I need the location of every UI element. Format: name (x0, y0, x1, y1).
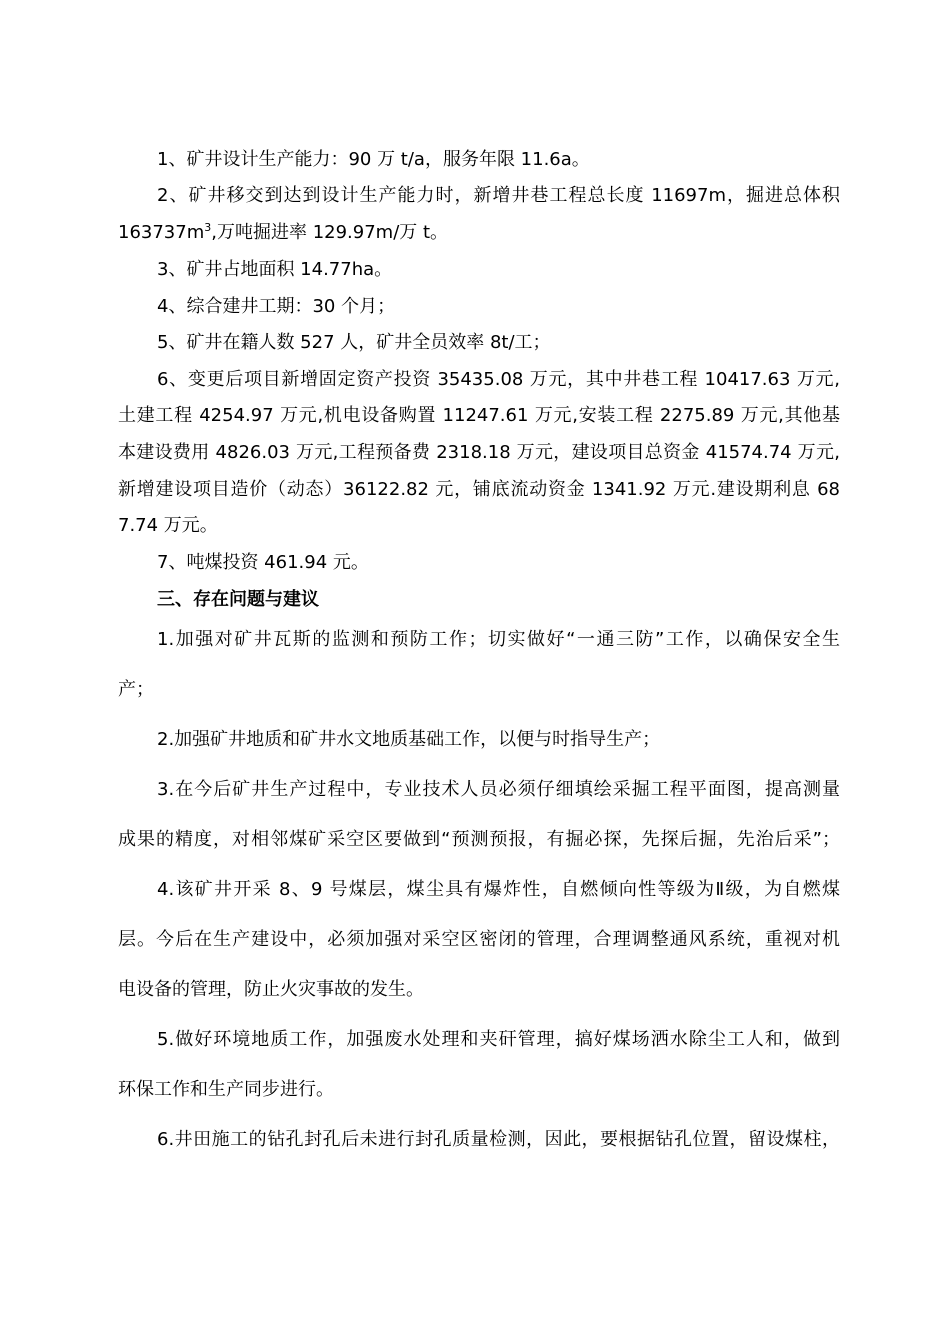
suggestion-1-line-1: 1.加强对矿井瓦斯的监测和预防工作；切实做好“一通三防”工作，以确保安全生 (157, 629, 840, 650)
volume-unit-superscript: 3 (204, 221, 212, 234)
item-6-line-5: 7.74 万元。 (118, 515, 218, 536)
suggestion-4-line-1: 4.该矿井开采 8、9 号煤层，煤尘具有爆炸性，自燃倾向性等级为Ⅱ级，为自燃煤 (157, 879, 840, 900)
item-6-line-1: 6、变更后项目新增固定资产投资 35435.08 万元，其中井巷工程 10417.63 万元, (157, 369, 840, 390)
volume-value: 163737m (118, 222, 205, 243)
item-2-line-2 (118, 221, 840, 245)
item-5: 5、矿井在籍人数 527 人，矿井全员效率 8t/工； (157, 332, 551, 353)
suggestion-2: 2.加强矿井地质和矿井水文地质基础工作，以便与时指导生产； (157, 729, 661, 750)
suggestion-5-line-2: 环保工作和生产同步进行。 (118, 1079, 334, 1100)
item-3: 3、矿井占地面积 14.77ha。 (157, 259, 393, 280)
item-2-rest: ,万吨掘进率 129.97m/万 t。 (211, 222, 449, 243)
item-1: 1、矿井设计生产能力：90 万 t/a，服务年限 11.6a。 (157, 149, 590, 170)
suggestion-6-line-1: 6.井田施工的钻孔封孔后未进行封孔质量检测，因此，要根据钻孔位置，留设煤柱， (157, 1129, 840, 1150)
item-4: 4、综合建井工期：30 个月； (157, 296, 396, 317)
suggestion-5-line-1: 5.做好环境地质工作，加强废水处理和夹矸管理，搞好煤场洒水除尘工人和，做到 (157, 1029, 840, 1050)
section-heading: 三、存在问题与建议 (157, 589, 319, 610)
suggestion-1-line-2: 产； (118, 679, 154, 700)
item-2-line-1: 2、矿井移交到达到设计生产能力时，新增井巷工程总长度 11697m，掘进总体积 (157, 185, 840, 206)
suggestion-4-line-2: 层。今后在生产建设中，必须加强对采空区密闭的管理，合理调整通风系统，重视对机 (118, 929, 840, 950)
item-6-line-4: 新增建设项目造价（动态）36122.82 元，铺底流动资金 1341.92 万元.建设期利息 68 (118, 479, 840, 500)
suggestion-4-line-3: 电设备的管理，防止火灾事故的发生。 (118, 979, 424, 1000)
item-7: 7、吨煤投资 461.94 元。 (157, 552, 369, 573)
suggestion-3-line-1: 3.在今后矿井生产过程中，专业技术人员必须仔细填绘采掘工程平面图，提高测量 (157, 779, 840, 800)
suggestion-3-line-2: 成果的精度，对相邻煤矿采空区要做到“预测预报，有掘必探，先探后掘，先治后采”； (118, 829, 840, 850)
item-6-line-2: 土建工程 4254.97 万元,机电设备购置 11247.61 万元,安装工程 2275.89 万元,其他基 (118, 405, 840, 426)
item-6-line-3: 本建设费用 4826.03 万元,工程预备费 2318.18 万元，建设项目总资金 41574.74 万元, (118, 442, 840, 463)
